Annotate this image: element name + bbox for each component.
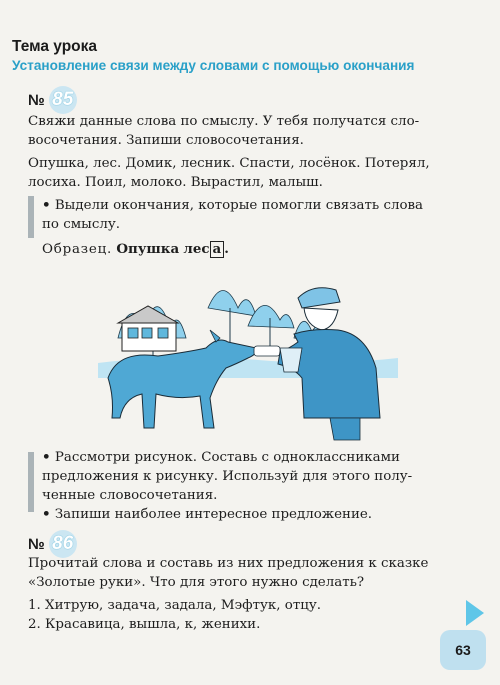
next-page-arrow-icon xyxy=(466,600,484,626)
topic-label: Тема урока xyxy=(12,38,98,55)
page-number: 63 xyxy=(440,630,486,670)
exercise-86-items xyxy=(28,596,468,634)
exercise-number-badge: 85 xyxy=(49,86,77,114)
task-side-bar xyxy=(28,452,34,512)
text-line: Выдели окончания, которые помогли связать слова xyxy=(54,198,424,213)
illustration-forester-moose-calf xyxy=(98,268,398,443)
ending-box: а xyxy=(210,241,225,258)
exercise-85-words xyxy=(28,154,468,192)
topic-title: Установление связи между словами с помощью окончания xyxy=(12,58,415,73)
bullet: • xyxy=(42,449,51,465)
sample-stem: лес xyxy=(183,241,210,257)
task-highlight-endings xyxy=(42,196,472,234)
text-line: лосиха. Поил, молоко. Вырастил, малыш. xyxy=(28,175,323,190)
text-line: по смыслу. xyxy=(42,217,120,232)
sample-label: Образец. xyxy=(42,242,113,257)
bullet: • xyxy=(42,197,51,213)
text-line: ченные словосочетания. xyxy=(42,488,218,503)
text-line: Прочитай слова и составь из них предложения к сказке xyxy=(28,556,429,571)
text-line: Свяжи данные слова по смыслу. У тебя получатся сло- xyxy=(28,114,420,129)
text-line: предложения к рисунку. Используй для этого полу- xyxy=(42,469,413,484)
exercise-86-instruction xyxy=(28,554,468,592)
list-item: 2. Красавица, вышла, к, женихи. xyxy=(28,617,261,632)
task-side-bar xyxy=(28,196,34,238)
task-look-at-picture xyxy=(42,448,472,524)
text-line: восочетания. Запиши словосочетания. xyxy=(28,133,304,148)
text-line: «Золотые руки». Что для этого нужно сделать? xyxy=(28,575,365,590)
list-item: 1. Хитрую, задача, задала, Мэфтук, отцу. xyxy=(28,598,321,613)
text-line: Опушка, лес. Домик, лесник. Спасти, лосёнок. Потерял, xyxy=(28,156,430,171)
bullet: • xyxy=(42,506,51,522)
text-line: Запиши наиболее интересное предложение. xyxy=(54,507,373,522)
exercise-85-instruction xyxy=(28,112,468,150)
exercise-85-number xyxy=(28,86,77,114)
exercise-number-badge: 86 xyxy=(49,530,77,558)
number-sign: № xyxy=(28,91,45,109)
sample-dot: . xyxy=(224,241,229,257)
sample-word: Опушка xyxy=(116,241,180,257)
text-line: Рассмотри рисунок. Составь с одноклассниками xyxy=(54,450,400,465)
sample xyxy=(42,240,482,259)
number-sign: № xyxy=(28,535,45,553)
